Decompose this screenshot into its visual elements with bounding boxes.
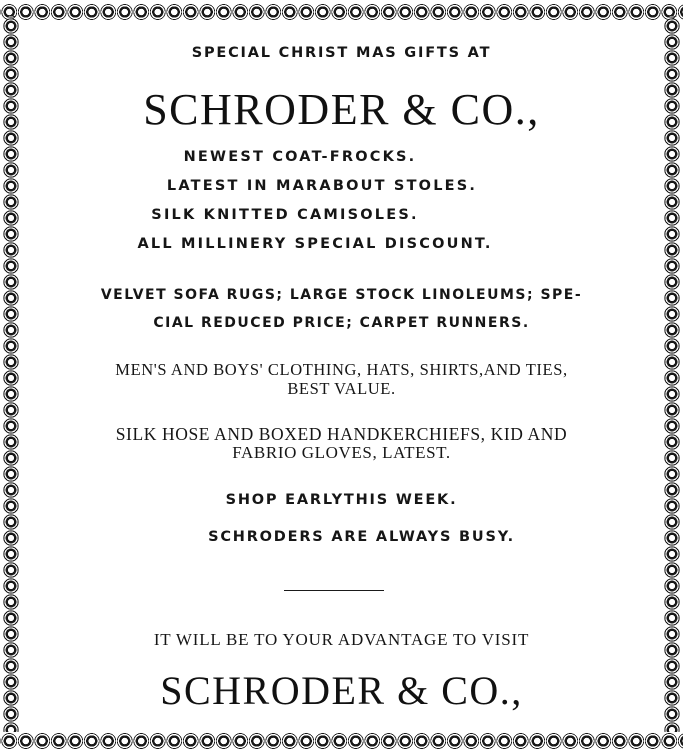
decorative-border-right (661, 16, 683, 732)
furnishings-line-2: CIAL REDUCED PRICE; CARPET RUNNERS. (153, 315, 530, 331)
decorative-border-bottom (0, 729, 683, 755)
decorative-border-left (0, 16, 24, 732)
hosiery-line-2: FABRIO GLOVES, LATEST. (232, 443, 451, 462)
item-marabout-stoles: LATEST IN MARABOUT STOLES. (166, 178, 478, 194)
furnishings-line-1: VELVET SOFA RUGS; LARGE STOCK LINOLEUMS; SPE- (100, 287, 583, 303)
item-millinery-discount: ALL MILLINERY SPECIAL DISCOUNT. (137, 236, 493, 252)
divider-rule (284, 590, 384, 591)
hosiery-line-1: SILK HOSE AND BOXED HANDKERCHIEFS, KID AND (115, 424, 568, 444)
item-coat-frocks: NEWEST COAT-FROCKS. (183, 149, 417, 165)
clothing-line-1: MEN'S AND BOYS' CLOTHING, HATS, SHIRTS,AND TIES, (115, 360, 568, 379)
item-silk-camisoles: SILK KNITTED CAMISOLES. (151, 207, 419, 223)
visit-invitation: IT WILL BE TO YOUR ADVANTAGE TO VISIT (153, 630, 530, 649)
shop-early-note: SHOP EARLYTHIS WEEK. (225, 492, 458, 508)
always-busy-note: SCHRODERS ARE ALWAYS BUSY. (208, 529, 515, 545)
decorative-border-top (0, 0, 683, 22)
store-name-closing: SCHRODER & CO., (160, 668, 523, 713)
ad-heading: SPECIAL CHRIST MAS GIFTS AT (191, 45, 492, 61)
store-name-title: SCHRODER & CO., (143, 85, 540, 134)
clothing-line-2: BEST VALUE. (287, 379, 396, 398)
